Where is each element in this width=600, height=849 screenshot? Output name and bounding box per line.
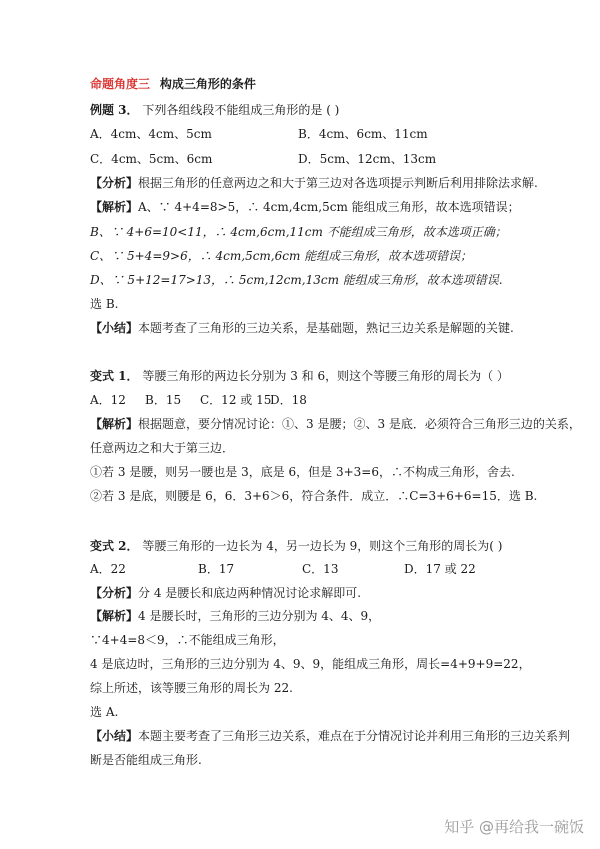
variant1-question: 变式 1． 等腰三角形的两边长分别为 3 和 6，则这个等腰三角形的周长为（ ） — [90, 369, 509, 383]
variant1-line-3: ①若 3 是腰，则另一腰也是 3，底是 6，但是 3+3=6，∴不构成三角形，舍去. — [90, 465, 515, 479]
example3-option-c: C．4cm、5cm、6cm — [90, 152, 213, 166]
example3-sol-d: D、∵ 5+12=17>13，∴ 5cm,12cm,13cm 能组成三角形，故本选项错误. — [90, 273, 503, 287]
example3-label: 例题 3 — [90, 103, 127, 117]
variant1-option-a: A．12 — [90, 393, 126, 407]
example3-question-text: 下列各组线段不能组成三角形的是 ( ) — [142, 103, 340, 117]
variant1-analysis — [90, 416, 581, 432]
section-heading — [90, 76, 256, 92]
example3-option-b: B．4cm、6cm、11cm — [298, 127, 428, 141]
example3-analysis — [90, 175, 538, 191]
variant1-label: 变式 1 — [90, 369, 127, 383]
example3-question: 例题 3． 下列各组线段不能组成三角形的是 ( ) — [90, 103, 340, 117]
example3-solution-tag: 【解析】 — [90, 200, 139, 214]
example3-answer: 选 B. — [90, 297, 119, 311]
variant2-label: 变式 2 — [90, 539, 127, 553]
variant2-line-1: 4 是腰长时，三角形的三边分别为 4、4、9， — [138, 609, 381, 623]
variant2-answer: 选 A. — [90, 705, 119, 719]
variant1-line-4: ②若 3 是底，则腰是 6，6．3+6＞6，符合条件．成立．∴C=3+6+6=15．选 B. — [90, 489, 538, 503]
variant2-summary-line-1: 本题主要考查了三角形三边关系，难点在于分情况讨论并利用三角形的三边关系判 — [138, 729, 571, 743]
variant2-analysis-text: 分 4 是腰长和底边两种情况讨论求解即可. — [138, 586, 362, 600]
variant2-analysis-tag: 【分析】 — [90, 586, 139, 600]
variant2-analysis — [90, 585, 361, 601]
variant1-option-d: D．18 — [270, 393, 307, 407]
variant1-option-c: C．12 或 15 — [200, 393, 272, 407]
example3-analysis-tag: 【分析】 — [90, 176, 139, 190]
example3-sol-b: B、∵ 4+6=10<11，∴ 4cm,6cm,11cm 不能组成三角形，故本选项正确； — [90, 225, 507, 239]
variant2-line-2: ∵4+4=8＜9，∴不能组成三角形， — [90, 633, 285, 647]
watermark: 知乎 @再给我一碗饭 — [444, 818, 584, 836]
section-angle-label: 命题角度三 — [90, 77, 151, 91]
variant2-solution-tag: 【解析】 — [90, 609, 139, 623]
variant2-summary-line-2: 断是否能组成三角形. — [90, 753, 202, 767]
variant2-option-d: D．17 或 22 — [404, 562, 476, 576]
example3-summary — [90, 320, 514, 336]
variant2-summary-tag: 【小结】 — [90, 729, 139, 743]
variant2-question-text: 等腰三角形的一边长为 4，另一边长为 9，则这个三角形的周长为( ) — [142, 539, 503, 553]
section-title: 构成三角形的条件 — [159, 77, 256, 91]
variant2-option-c: C．13 — [302, 562, 339, 576]
variant2-question: 变式 2． 等腰三角形的一边长为 4，另一边长为 9，则这个三角形的周长为( ) — [90, 539, 503, 553]
variant1-question-text: 等腰三角形的两边长分别为 3 和 6，则这个等腰三角形的周长为（ ） — [142, 369, 509, 383]
variant1-option-b: B．15 — [145, 393, 182, 407]
example3-option-d: D．5cm、12cm、13cm — [298, 152, 437, 166]
variant1-analysis-tag: 【解析】 — [90, 417, 139, 431]
variant1-line-2: 任意两边之和大于第三边． — [90, 441, 235, 455]
example3-sol-a: A、∵ 4+4=8>5，∴ 4cm,4cm,5cm 能组成三角形，故本选项错误； — [138, 200, 520, 214]
variant2-option-b: B．17 — [198, 562, 235, 576]
example3-solution-line-a — [90, 199, 520, 215]
variant2-line-4: 综上所述，该等腰三角形的周长为 22. — [90, 681, 293, 695]
example3-summary-tag: 【小结】 — [90, 321, 139, 335]
variant2-summary — [90, 728, 570, 744]
variant1-line-1: 根据题意，要分情况讨论：①、3 是腰；②、3 是底．必须符合三角形三边的关系， — [138, 417, 581, 431]
variant2-solution-line-1 — [90, 608, 380, 624]
variant2-option-a: A．22 — [90, 562, 126, 576]
example3-summary-text: 本题考查了三角形的三边关系，是基础题，熟记三边关系是解题的关键. — [138, 321, 514, 335]
example3-analysis-text: 根据三角形的任意两边之和大于第三边对各选项提示判断后利用排除法求解. — [138, 176, 538, 190]
example3-option-a: A．4cm、4cm、5cm — [90, 127, 212, 141]
example3-sol-c: C、∵ 5+4=9>6，∴ 4cm,5cm,6cm 能组成三角形，故本选项错误； — [90, 249, 473, 263]
variant2-line-3: 4 是底边时，三角形的三边分别为 4、9、9，能组成三角形，周长=4+9+9=22， — [90, 657, 531, 671]
